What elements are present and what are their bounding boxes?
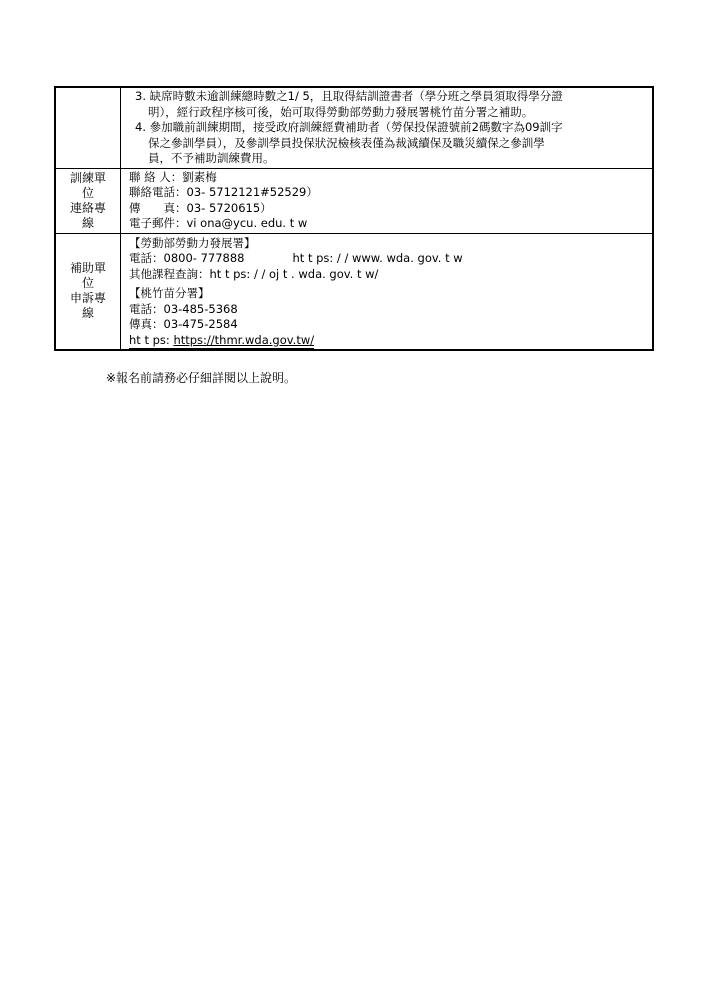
contact-label-line: 訓練單 xyxy=(69,170,106,185)
contact-phone: 聯絡電話：03- 5712121#52529） xyxy=(129,185,318,199)
rule-item-3 xyxy=(135,89,646,120)
contact-fax: 傳 真：03- 5720615） xyxy=(129,200,272,215)
complaint-label-line: 申訴專 xyxy=(69,291,106,306)
contact-label-line: 連絡專 xyxy=(69,200,106,215)
complaint-label-line: 位 xyxy=(81,276,94,291)
complaint-row xyxy=(56,233,652,350)
rule-item-3-line-1: 3. 缺席時數未逾訓練總時數之1/ 5，且取得結訓證書者（學分班之學員須取得學分證 xyxy=(135,89,563,103)
branch-fax: 傳真：03-475-2584 xyxy=(129,317,238,331)
rule-item-4 xyxy=(135,120,646,167)
complaint-label-line: 線 xyxy=(81,306,94,321)
rules-row xyxy=(56,88,652,168)
branch-url-line xyxy=(129,333,314,350)
wda-contact-line xyxy=(129,251,646,267)
complaint-label xyxy=(56,234,121,350)
rules-content xyxy=(121,88,652,168)
complaint-label-line: 補助單 xyxy=(69,261,106,276)
contact-row xyxy=(56,168,652,233)
footer-note: ※報名前請務必仔細詳閱以上說明。 xyxy=(106,371,297,385)
contact-email[interactable]: 電子郵件：vi ona@ycu. edu. t w xyxy=(129,216,308,230)
contact-person: 聯 絡 人：劉素梅 xyxy=(129,169,217,184)
info-table xyxy=(54,86,654,351)
wda-url-link[interactable]: ht t ps: / / www. wda. gov. t w xyxy=(292,251,463,265)
rule-item-3-line-2: 明），經行政程序核可後，始可取得勞動部勞動力發展署桃竹苗分署之補助。 xyxy=(148,104,534,119)
branch-url-prefix: ht t ps: xyxy=(129,332,174,347)
other-courses-link[interactable]: 其他課程查詢：ht t ps: / / oj t . wda. gov. t w/ xyxy=(129,266,379,281)
rule-item-4-line-1: 4. 參加職前訓練期間，接受政府訓練經費補助者（勞保投保證號前2碼數字為09訓字 xyxy=(135,120,563,134)
wda-phone: 電話：0800- 777888 xyxy=(129,251,245,265)
rule-item-4-line-3: 員，不予補助訓練費用。 xyxy=(148,151,275,165)
contact-content xyxy=(121,169,652,233)
branch-title: 【桃竹苗分署】 xyxy=(129,286,210,300)
branch-phone: 電話：03-485-5368 xyxy=(129,301,238,316)
contact-label-line: 位 xyxy=(81,185,94,200)
contact-label-line: 線 xyxy=(81,215,94,230)
contact-label xyxy=(56,169,121,233)
rule-item-4-line-2: 保之參訓學員），及參訓學員投保狀況檢核表僅為裁減續保及職災續保之參訓學 xyxy=(148,135,545,150)
complaint-content xyxy=(121,234,652,350)
rules-label-cell xyxy=(56,88,121,168)
branch-url-link[interactable]: https://thmr.wda.gov.tw/ xyxy=(173,332,315,347)
wda-title: 【勞動部勞動力發展署】 xyxy=(129,235,256,250)
